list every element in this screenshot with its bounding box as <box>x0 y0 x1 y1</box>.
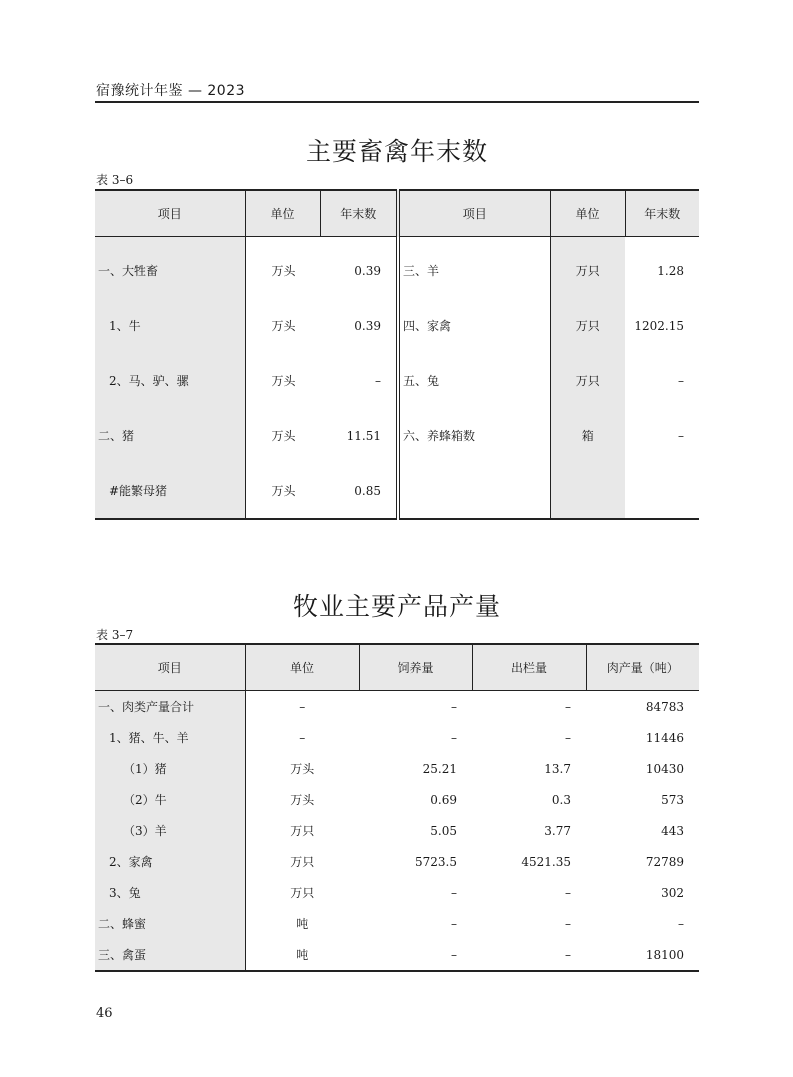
table-row <box>95 908 699 939</box>
table1-header-unit: 单位 <box>245 190 320 237</box>
slaughter-cell: – <box>565 947 571 962</box>
stock-cell: – <box>451 885 457 900</box>
slaughter-cell: 3.77 <box>544 823 571 838</box>
stock-cell: 5723.5 <box>415 854 457 869</box>
unit-cell: – <box>299 699 306 714</box>
item-cell: 3、兔 <box>95 877 245 908</box>
slaughter-cell: 13.7 <box>544 761 571 776</box>
slaughter-cell: – <box>565 916 571 931</box>
table1-header-item2: 项目 <box>398 190 550 237</box>
meat-cell: 11446 <box>645 730 684 745</box>
meat-cell: 573 <box>661 792 684 807</box>
table-row <box>95 353 699 408</box>
unit-cell: 万只 <box>290 855 315 869</box>
value-cell: 11.51 <box>346 428 381 443</box>
unit-cell: 万只 <box>550 353 625 408</box>
unit-cell: 万头 <box>290 793 315 807</box>
table-row <box>95 753 699 784</box>
item-cell: 2、马、驴、骡 <box>95 353 245 408</box>
item-cell: 三、禽蛋 <box>95 939 245 971</box>
item-cell: 2、家禽 <box>95 846 245 877</box>
table2-header-slaughter: 出栏量 <box>472 644 586 691</box>
unit-cell: 万头 <box>271 264 296 278</box>
value-cell: 0.39 <box>354 318 381 333</box>
item-cell: 二、蜂蜜 <box>95 908 245 939</box>
header-rule <box>95 101 699 103</box>
unit-cell: 万只 <box>290 886 315 900</box>
value-cell: 1202.15 <box>634 318 684 333</box>
item-cell: 五、兔 <box>398 353 550 408</box>
value-cell: 0.85 <box>354 483 381 498</box>
value-cell: – <box>375 373 381 388</box>
item-cell: （1）猪 <box>95 753 245 784</box>
table1-title: 主要畜禽年末数 <box>305 137 488 166</box>
unit-cell: 万只 <box>290 824 315 838</box>
meat-cell: 302 <box>661 885 684 900</box>
table1-header-value: 年末数 <box>320 190 398 237</box>
running-header: 宿豫统计年鉴 — 2023 <box>96 83 246 99</box>
unit-cell: 万头 <box>271 319 296 333</box>
page-number: 46 <box>96 1006 113 1021</box>
table-row <box>95 784 699 815</box>
meat-cell: 18100 <box>645 947 684 962</box>
unit-cell: 箱 <box>550 408 625 463</box>
slaughter-cell: – <box>565 885 571 900</box>
item-cell: 四、家禽 <box>398 298 550 353</box>
item-cell: （2）牛 <box>95 784 245 815</box>
stock-cell: – <box>451 916 457 931</box>
table2-header-row <box>95 644 699 691</box>
unit-cell: 万只 <box>550 237 625 299</box>
stock-cell: – <box>451 947 457 962</box>
unit-cell: 万头 <box>271 484 296 498</box>
item-cell: 1、牛 <box>95 298 245 353</box>
unit-cell: 万只 <box>550 298 625 353</box>
unit-cell: – <box>299 730 306 745</box>
livestock-yearend-table <box>95 189 699 520</box>
item-cell <box>398 463 550 519</box>
table2-header-stock: 饲养量 <box>359 644 472 691</box>
item-cell: （3）羊 <box>95 815 245 846</box>
table1-header-unit2: 单位 <box>550 190 625 237</box>
table2-header-meat: 肉产量（吨） <box>586 644 699 691</box>
value-cell: – <box>678 373 684 388</box>
slaughter-cell: 4521.35 <box>521 854 571 869</box>
table-row <box>95 815 699 846</box>
meat-cell: – <box>678 916 684 931</box>
item-cell: #能繁母猪 <box>95 463 245 519</box>
table2-label: 表 3–7 <box>96 628 134 642</box>
table1-header-item: 项目 <box>95 190 245 237</box>
table-row <box>95 463 699 519</box>
stock-cell: 0.69 <box>430 792 457 807</box>
value-cell: 0.39 <box>354 263 381 278</box>
table-row <box>95 237 699 299</box>
item-cell: 1、猪、牛、羊 <box>95 722 245 753</box>
meat-cell: 443 <box>661 823 684 838</box>
meat-cell: 72789 <box>645 854 684 869</box>
unit-cell: 万头 <box>271 374 296 388</box>
table2-header-unit: 单位 <box>245 644 359 691</box>
stock-cell: – <box>451 730 457 745</box>
table-row <box>95 846 699 877</box>
item-cell: 二、猪 <box>95 408 245 463</box>
item-cell: 六、养蜂箱数 <box>398 408 550 463</box>
stock-cell: 25.21 <box>422 761 457 776</box>
value-cell <box>625 463 699 519</box>
item-cell: 一、大牲畜 <box>95 237 245 299</box>
value-cell: 1.28 <box>657 263 684 278</box>
livestock-output-table <box>95 643 699 972</box>
table1-header-value2: 年末数 <box>625 190 699 237</box>
table-row <box>95 298 699 353</box>
slaughter-cell: – <box>565 699 571 714</box>
table-row <box>95 691 699 723</box>
table-row <box>95 877 699 908</box>
item-cell: 一、肉类产量合计 <box>95 691 245 723</box>
unit-cell <box>550 463 625 519</box>
table-row <box>95 722 699 753</box>
meat-cell: 10430 <box>645 761 684 776</box>
table1-header-row <box>95 190 699 237</box>
item-cell: 三、羊 <box>398 237 550 299</box>
unit-cell: 吨 <box>296 948 309 962</box>
unit-cell: 万头 <box>271 429 296 443</box>
value-cell: – <box>678 428 684 443</box>
table2-title: 牧业主要产品产量 <box>292 592 501 621</box>
table-row <box>95 408 699 463</box>
slaughter-cell: 0.3 <box>551 792 571 807</box>
slaughter-cell: – <box>565 730 571 745</box>
table2-header-item: 项目 <box>95 644 245 691</box>
unit-cell: 吨 <box>296 917 309 931</box>
table1-label: 表 3–6 <box>96 173 134 187</box>
unit-cell: 万头 <box>290 762 315 776</box>
table-row <box>95 939 699 971</box>
meat-cell: 84783 <box>645 699 684 714</box>
stock-cell: 5.05 <box>430 823 457 838</box>
stock-cell: – <box>451 699 457 714</box>
